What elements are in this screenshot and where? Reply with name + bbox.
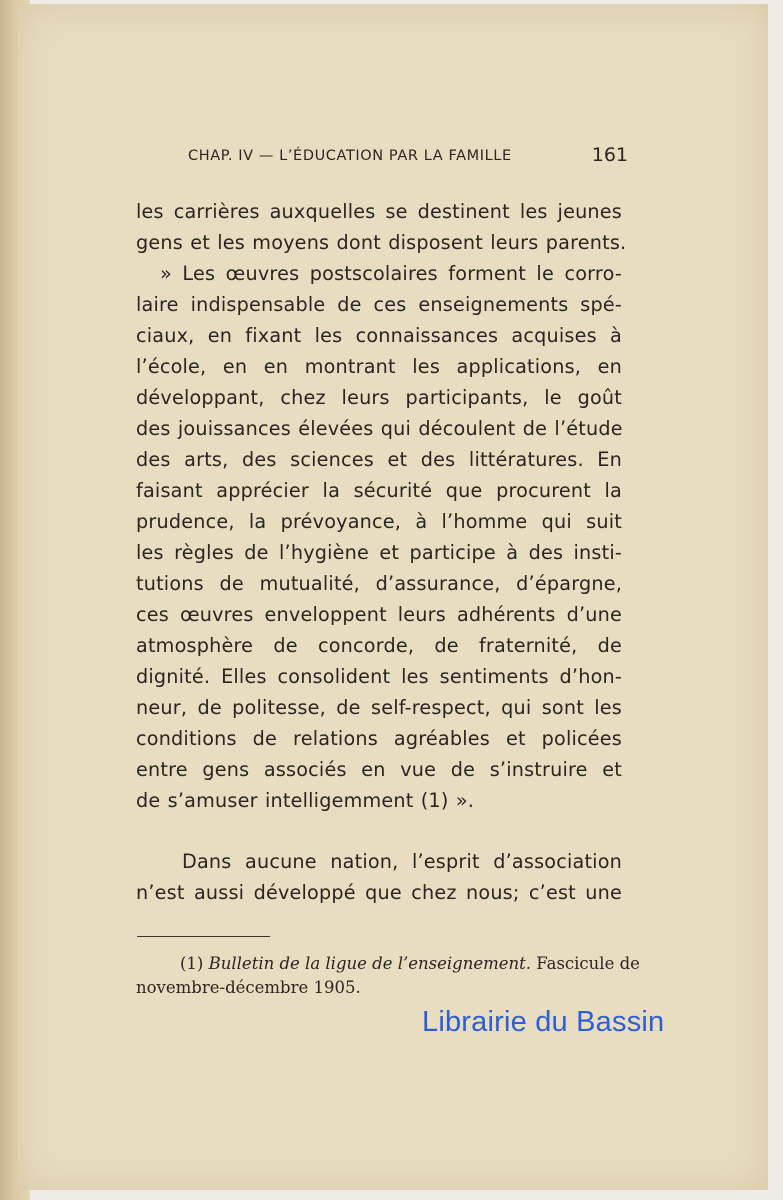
text-line: faisant apprécier la sécurité que procurent la xyxy=(136,479,622,502)
text-line: gens et les moyens dont disposent leurs parents. xyxy=(136,231,627,254)
text-line: dignité. Elles consolident les sentiments d’hon- xyxy=(136,665,622,688)
footnote-marker: (1) xyxy=(180,954,204,973)
bookseller-watermark: Librairie du Bassin xyxy=(422,1006,665,1038)
text-line: les carrières auxquelles se destinent les jeunes xyxy=(136,200,622,223)
body-text xyxy=(136,196,627,908)
chapter-title: CHAP. IV — L’ÉDUCATION PAR LA FAMILLE xyxy=(188,148,512,164)
footnote-source-title: Bulletin de la ligue de l’enseignement. xyxy=(208,954,532,973)
text-line: des jouissances élevées qui découlent de l’étude xyxy=(136,417,623,440)
text-line: entre gens associés en vue de s’instruire et xyxy=(136,758,622,781)
running-head xyxy=(188,144,628,170)
text-line: neur, de politesse, de self-respect, qui sont les xyxy=(136,696,622,719)
page-number: 161 xyxy=(591,144,628,166)
text-line: prudence, la prévoyance, à l’homme qui suit xyxy=(136,510,622,533)
text-line: de s’amuser intelligemment (1) ». xyxy=(136,789,475,812)
text-line: laire indispensable de ces enseignements spé- xyxy=(136,293,622,316)
text-line: atmosphère de concorde, de fraternité, de xyxy=(136,634,622,657)
text-line: des arts, des sciences et des littératures. En xyxy=(136,448,622,471)
text-line: tutions de mutualité, d’assurance, d’épargne, xyxy=(136,572,622,595)
footnote-text: Fascicule de xyxy=(536,954,640,973)
footnote xyxy=(136,952,640,1000)
text-line: ciaux, en fixant les connaissances acquises à xyxy=(136,324,622,347)
text-line: conditions de relations agréables et policées xyxy=(136,727,622,750)
footnote-divider xyxy=(137,936,270,937)
footnote-line: novembre-décembre 1905. xyxy=(136,978,361,997)
text-line: » Les œuvres postscolaires forment le corro- xyxy=(160,262,622,285)
text-line: ces œuvres enveloppent leurs adhérents d’une xyxy=(136,603,622,626)
text-line: Dans aucune nation, l’esprit d’association xyxy=(182,850,622,873)
text-line: développant, chez leurs participants, le goût xyxy=(136,386,622,409)
text-line: l’école, en en montrant les applications, en xyxy=(136,355,622,378)
text-line: les règles de l’hygiène et participe à des insti- xyxy=(136,541,622,564)
footnote-line xyxy=(136,952,640,976)
text-line: n’est aussi développé que chez nous; c’est une xyxy=(136,881,622,904)
